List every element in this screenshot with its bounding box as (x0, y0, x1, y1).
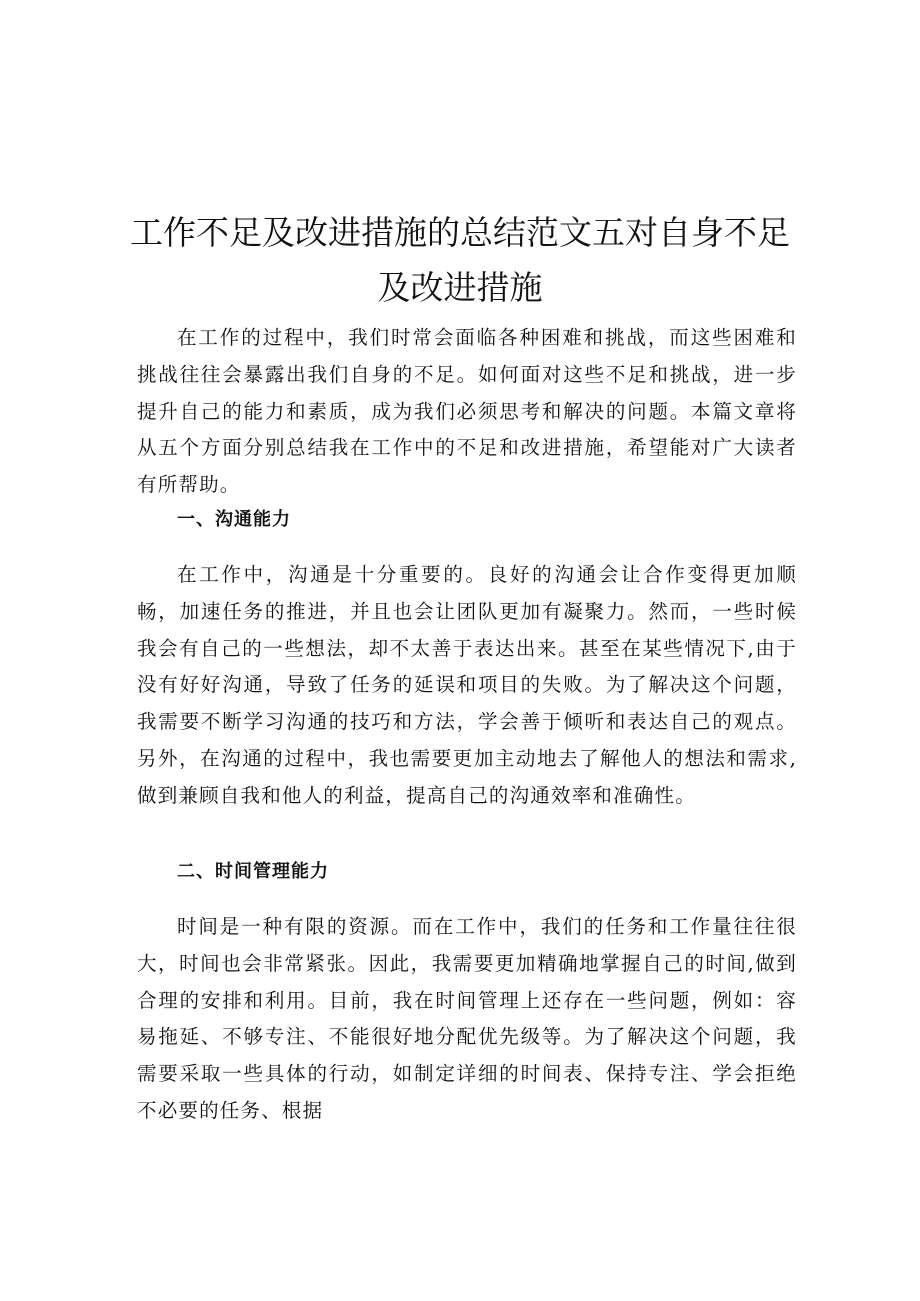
section-body-communication: 在工作中，沟通是十分重要的。良好的沟通会让合作变得更加顺畅，加速任务的推进，并且也会让团队更加有凝聚力。然而，一些时候我会有自己的一些想法，却不太善于表达出来。甚至在某些情况下,由于没有好好沟通，导致了任务的延误和项目的失败。为了解决这个问题，我需要不断学习沟通的技巧和方法，学会善于倾听和表达自己的观点。另外，在沟通的过程中，我也需要更加主动地去了解他人的想法和需求,做到兼顾自我和他人的利益，提高自己的沟通效率和准确性。 (137, 563, 797, 807)
document-title-line-2: 及改进措施 (377, 268, 543, 307)
section-body-time-management: 时间是一种有限的资源。而在工作中，我们的任务和工作量往往很大，时间也会非常紧张。因此，我需要更加精确地掌握自己的时间,做到合理的安排和利用。目前，我在时间管理上还存在一些问题，例如：容易拖延、不够专注、不能很好地分配优先级等。为了解决这个问题，我需要采取一些具体的行动，如制定详细的时间表、保持专注、学会拒绝不必要的任务、根据 (137, 915, 797, 1122)
section-heading-communication: 一、沟通能力 (177, 509, 291, 530)
intro-paragraph: 在工作的过程中，我们时常会面临各种困难和挑战，而这些困难和挑战往往会暴露出我们自身的不足。如何面对这些不足和挑战，进一步提升自己的能力和素质，成为我们必须思考和解决的问题。本篇文章将从五个方面分别总结我在工作中的不足和改进措施，希望能对广大读者有所帮助。 (137, 326, 797, 497)
document-title-line-1: 工作不足及改进措施的总结范文五对自身不足 (130, 213, 790, 252)
section-heading-time-management: 二、时间管理能力 (177, 861, 329, 882)
